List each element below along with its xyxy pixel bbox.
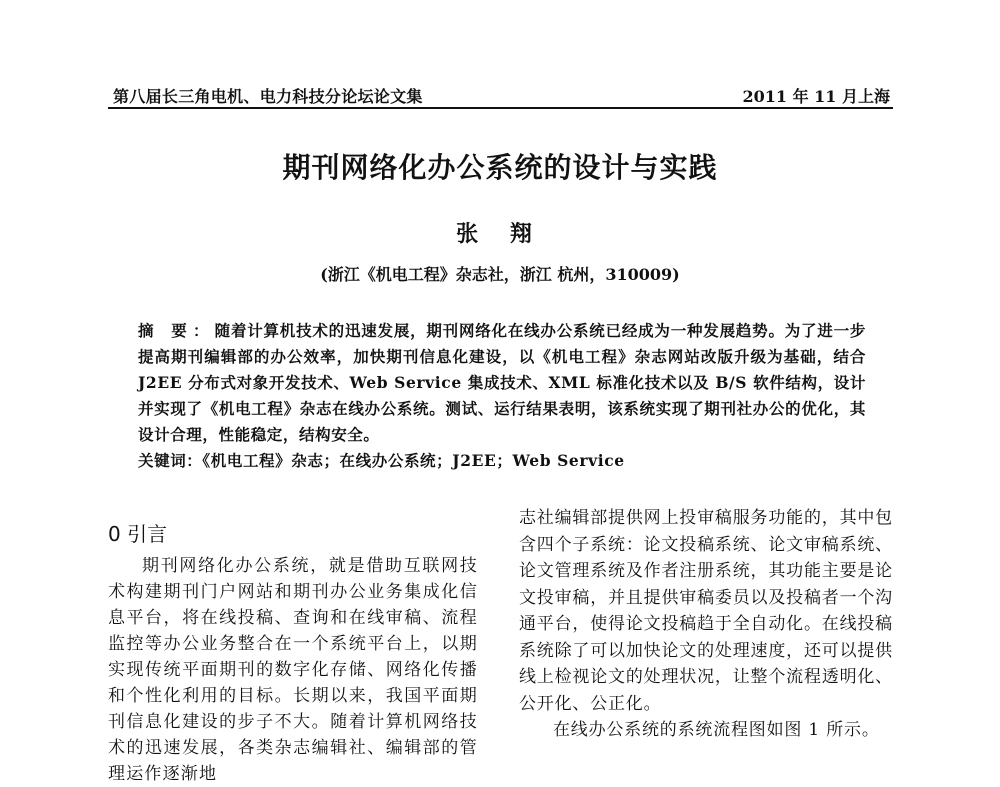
- intro-paragraph: 期刊网络化办公系统，就是借助互联网技术构建期刊门户网站和期刊办公业务集成化信息平台，将在线投稿、查询和在线审稿、流程监控等办公业务整合在一个系统平台上，以期实现传统平面期刊的数字化存储、网络化传播和个性化利用的目标。长期以来，我国平面期刊信息化建设的步子不大。随着计算机网络技术的迅速发展，各类杂志编辑社、编辑部的管理运作逐渐地: [108, 556, 478, 784]
- keywords: [138, 448, 866, 474]
- keywords-text: 《机电工程》杂志；在线办公系统；J2EE；Web Service: [202, 451, 625, 470]
- right-paragraph-1: 志社编辑部提供网上投审稿服务功能的，其中包含四个子系统：论文投稿系统、论文审稿系统、论文管理系统及作者注册系统，其功能主要是论文投审稿，并且提供审稿委员以及投稿者一个沟通平台，使得论文投稿趋于全自动化。在线投稿系统除了可以加快论文的处理速度，还可以提供线上检视论文的处理状况，让整个流程透明化、公开化、公正化。: [519, 508, 893, 714]
- right-paragraph-2: 在线办公系统的系统流程图如图 1 所示。: [553, 720, 880, 740]
- author-name: 张 翔: [456, 221, 544, 247]
- abstract-text: 随着计算机技术的迅速发展，期刊网络化在线办公系统已经成为一种发展趋势。为了进一步提高期刊编辑部的办公效率，加快期刊信息化建设，以《机电工程》杂志网站改版升级为基础，结合 J2EE 分布式对象开发技术、Web Service 集成技术、XML 标准化技术以及 B/S 软件结构，设计并实现了《机电工程》杂志在线办公系统。测试、运行结果表明，该系统实现了期刊社办公的优化，其设计合理，性能稳定，结构安全。: [138, 321, 866, 444]
- running-header-right: 2011 年 11 月上海: [742, 87, 890, 106]
- left-column: [108, 553, 478, 787]
- keywords-label: 关键词：: [138, 451, 203, 470]
- abstract-label: 摘 要：: [138, 321, 215, 340]
- running-header-left: 第八届长三角电机、电力科技分论坛论文集: [113, 87, 423, 106]
- paper-title: 期刊网络化办公系统的设计与实践: [282, 151, 718, 184]
- abstract: [138, 318, 866, 448]
- author-affiliation: (浙江《机电工程》杂志社，浙江 杭州，310009): [320, 265, 680, 284]
- right-column: [519, 505, 893, 744]
- section-heading: 0 引言: [108, 522, 168, 546]
- header-rule: [108, 107, 893, 109]
